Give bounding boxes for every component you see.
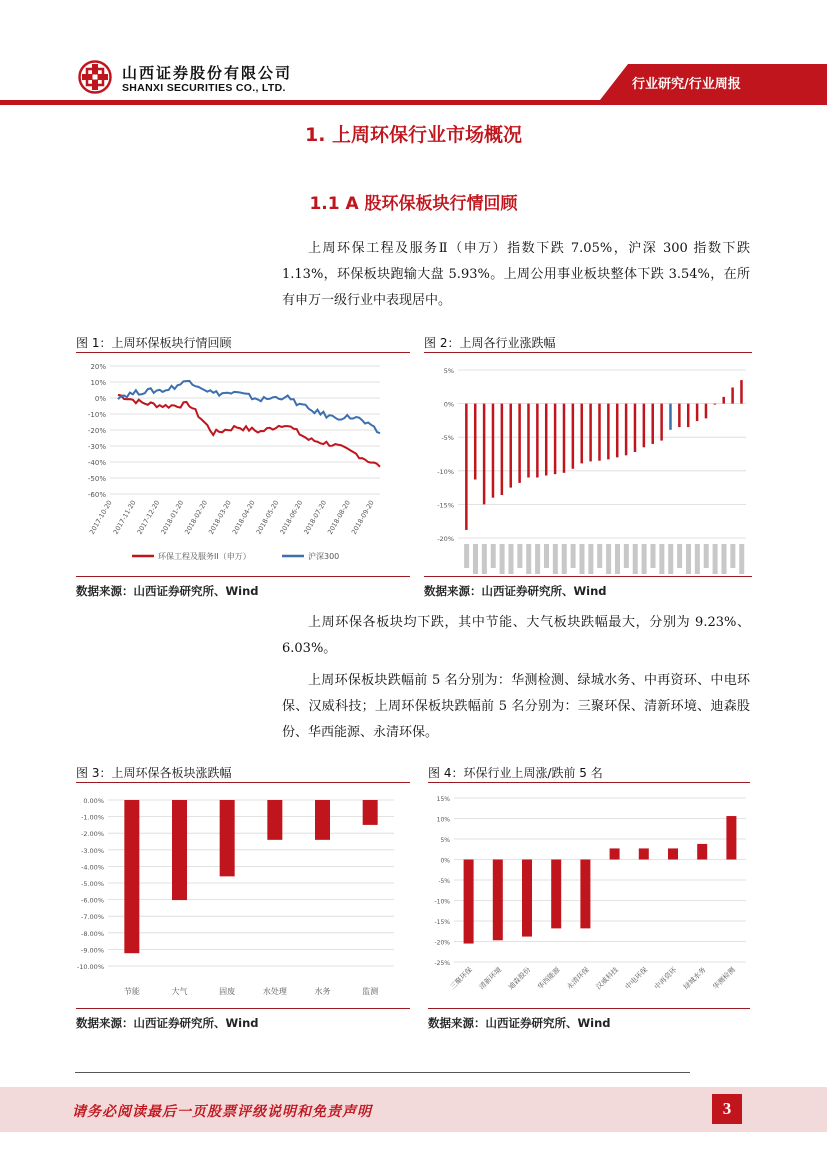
- fig4-bar: [697, 844, 707, 860]
- fig2-x-label-blur: [659, 544, 664, 574]
- fig4-y-tick-label: 5%: [440, 837, 450, 844]
- fig1-y-tick-label: -50%: [87, 475, 106, 483]
- fig2-x-label-blur: [562, 544, 567, 574]
- fig3-y-tick-label: -9.00%: [81, 946, 104, 955]
- fig2-bar: [660, 404, 663, 441]
- fig2-bar: [563, 404, 566, 473]
- fig1-x-tick-label: 2017-10-20: [87, 499, 114, 536]
- fig2-bar: [536, 404, 539, 478]
- fig2-y-tick-label: -10%: [437, 467, 454, 476]
- fig3-bar-chart: [76, 786, 410, 1006]
- fig3-y-tick-label: -3.00%: [81, 846, 104, 855]
- fig4-y-tick-label: -25%: [434, 960, 450, 967]
- fig1-x-axis: [88, 499, 376, 536]
- fig3-bar: [172, 800, 187, 900]
- fig2-bar: [465, 404, 468, 530]
- fig1-x-tick-label: 2018-05-20: [254, 499, 281, 536]
- fig1-grid: [110, 366, 380, 494]
- fig2-bar: [714, 404, 717, 405]
- fig2-bar: [572, 404, 575, 469]
- fig2-bar: [527, 404, 530, 478]
- fig3-x-tick-label: 固废: [219, 987, 236, 996]
- fig1-y-tick-label: 20%: [90, 363, 106, 371]
- disclaimer-notice: 请务必阅读最后一页股票评级说明和免责声明: [72, 1104, 372, 1120]
- fig2-bar: [634, 404, 637, 452]
- fig4-y-tick-label: 15%: [436, 796, 450, 803]
- fig4-bar-chart: [428, 786, 750, 1006]
- fig4-bar: [493, 860, 503, 941]
- fig1-x-tick-label: 2018-07-20: [302, 499, 329, 536]
- fig1-x-tick-label: 2018-08-20: [326, 499, 352, 536]
- fig4-bar: [639, 848, 649, 859]
- fig3-y-tick-label: -6.00%: [81, 896, 104, 905]
- fig2-x-label-blur: [517, 544, 522, 568]
- fig3-x-axis: [124, 986, 378, 996]
- fig2-x-label-blur: [650, 544, 655, 568]
- fig4-bar: [580, 860, 590, 929]
- fig2-bar: [696, 404, 699, 421]
- fig1-x-tick-label: 2018-06-20: [278, 499, 305, 536]
- fig2-x-label-blur: [686, 544, 691, 574]
- fig2-bar: [740, 380, 743, 404]
- fig2-bar: [580, 404, 583, 464]
- fig4-y-tick-label: -15%: [434, 919, 450, 926]
- fig3-y-tick-label: -4.00%: [81, 863, 104, 872]
- fig1-y-tick-label: 10%: [90, 379, 106, 387]
- fig4-bar: [726, 816, 736, 859]
- fig3-x-tick-label: 监测: [362, 987, 379, 996]
- fig1-x-tick-label: 2017-12-20: [135, 499, 162, 536]
- fig2-bar: [509, 404, 512, 488]
- fig3-x-tick-label: 大气: [171, 987, 188, 996]
- fig3-bar: [220, 800, 235, 876]
- fig4-bottom-rule: [428, 1008, 750, 1009]
- fig2-source: 数据来源：山西证券研究所、Wind: [424, 584, 607, 598]
- fig2-bar: [607, 404, 610, 460]
- fig2-x-label-blur: [464, 544, 469, 568]
- fig2-bar: [545, 404, 548, 476]
- fig2-bar: [687, 404, 690, 428]
- paragraph-top-movers: 上周环保板块跌幅前 5 名分别为：华测检测、绿城水务、中再资环、中电环保、汉威科技；上周环保板块跌幅前 5 名分别为：三聚环保、清新环境、迪森股份、华西能源、永清环保。: [282, 673, 750, 740]
- fig2-x-label-blur: [633, 544, 638, 574]
- fig4-source: 数据来源：山西证券研究所、Wind: [428, 1016, 611, 1030]
- fig4-title-rule: [428, 782, 750, 783]
- fig2-x-label-blur: [739, 544, 744, 574]
- fig4-x-tick-label: 华西能源: [536, 965, 562, 992]
- fig1-title-rule: [76, 352, 410, 353]
- fig1-x-tick-label: 2018-09-20: [349, 499, 376, 536]
- fig4-bar: [522, 860, 532, 937]
- fig3-y-tick-label: -1.00%: [81, 813, 104, 822]
- paragraph-market-review: 上周环保工程及服务Ⅱ（申万）指数下跌 7.05%，沪深 300 指数下跌 1.13%，环保板块跑输大盘 5.93%。上周公用事业板块整体下跌 3.54%，在所有申万一级行业中表现居中。: [282, 241, 750, 308]
- fig4-x-tick-label: 绿城水务: [682, 965, 708, 992]
- fig4-x-tick-label: 华测检测: [711, 965, 737, 992]
- fig2-x-label-blur: [579, 544, 584, 574]
- fig1-series-line: [118, 395, 380, 467]
- fig3-bar: [315, 800, 330, 840]
- fig2-x-label-blur: [695, 544, 700, 574]
- fig2-bar: [669, 404, 672, 430]
- fig4-bar: [610, 848, 620, 859]
- fig2-y-tick-label: -20%: [437, 535, 454, 543]
- fig2-bar: [483, 404, 486, 505]
- fig3-title: 图 3：上周环保各板块涨跌幅: [76, 766, 232, 780]
- fig1-title: 图 1：上周环保板块行情回顾: [76, 336, 232, 350]
- fig3-bars: [124, 800, 377, 953]
- fig1-x-tick-label: 2018-03-20: [207, 499, 233, 536]
- fig2-bar: [474, 404, 477, 480]
- fig4-x-tick-label: 中再资环: [652, 965, 679, 992]
- fig2-bar: [554, 404, 557, 475]
- fig2-x-label-blur: [713, 544, 718, 574]
- fig1-x-tick-label: 2018-04-20: [230, 499, 257, 536]
- fig3-title-rule: [76, 782, 410, 783]
- fig1-y-tick-label: -40%: [87, 459, 106, 467]
- fig2-x-label-blur: [624, 544, 629, 568]
- fig4-x-tick-label: 汉威科技: [594, 965, 621, 992]
- fig3-y-tick-label: -5.00%: [81, 880, 104, 888]
- fig3-grid: [108, 800, 394, 966]
- fig2-x-label-blur: [482, 544, 487, 574]
- fig1-legend-label: 环保工程及服务II（申万）: [158, 552, 251, 561]
- footer-rule: [75, 1072, 690, 1073]
- fig3-y-tick-label: 0.00%: [83, 797, 104, 805]
- fig3-x-tick-label: 水务: [314, 987, 331, 996]
- fig4-y-tick-label: -20%: [434, 939, 450, 947]
- fig4-x-tick-label: 永清环保: [565, 965, 591, 992]
- fig2-y-tick-label: 0%: [443, 400, 454, 409]
- fig2-bar-chart: [424, 356, 752, 574]
- fig1-source: 数据来源：山西证券研究所、Wind: [76, 584, 259, 598]
- fig4-bar: [668, 848, 678, 859]
- fig1-line-chart: [76, 356, 410, 574]
- fig2-bar: [589, 404, 592, 462]
- fig2-y-tick-label: -15%: [437, 501, 454, 510]
- fig1-y-tick-label: -10%: [87, 411, 106, 419]
- fig2-title: 图 2：上周各行业涨跌幅: [424, 336, 556, 350]
- section-1-title: 1. 上周环保行业市场概况: [304, 124, 523, 146]
- fig2-x-label-blur: [642, 544, 647, 574]
- fig3-bar: [267, 800, 282, 840]
- fig2-bar: [598, 404, 601, 461]
- fig2-bottom-rule: [424, 576, 752, 577]
- fig2-x-label-blur: [500, 544, 505, 574]
- fig2-bar: [643, 404, 646, 448]
- fig1-y-tick-label: -20%: [87, 427, 106, 435]
- fig2-x-label-blur: [588, 544, 593, 574]
- fig1-y-tick-label: -60%: [87, 491, 106, 499]
- fig3-source: 数据来源：山西证券研究所、Wind: [76, 1016, 259, 1030]
- fig1-y-axis: [88, 363, 106, 499]
- fig2-x-label-blur: [526, 544, 531, 574]
- fig3-bar: [124, 800, 139, 953]
- page-number: 3: [712, 1094, 742, 1124]
- fig2-x-label-blur: [491, 544, 496, 568]
- fig4-y-tick-label: 10%: [436, 816, 450, 824]
- fig3-y-tick-label: -2.00%: [81, 830, 104, 839]
- fig2-x-label-blur: [615, 544, 620, 574]
- fig2-x-label-blur: [544, 544, 549, 568]
- fig1-x-tick-label: 2018-02-20: [183, 499, 210, 536]
- fig2-y-axis: [437, 367, 454, 543]
- report-type-tag: 行业研究/行业周报: [632, 77, 741, 92]
- fig3-x-tick-label: 节能: [123, 987, 140, 996]
- fig1-series: [118, 381, 380, 467]
- fig2-x-label-blur: [704, 544, 709, 568]
- fig2-bar: [705, 404, 708, 419]
- fig1-y-tick-label: 0%: [94, 395, 106, 403]
- fig4-y-tick-label: -5%: [438, 878, 450, 885]
- fig2-bar: [651, 404, 654, 444]
- fig1-bottom-rule: [76, 576, 410, 577]
- fig1-legend-label: 沪深300: [308, 552, 340, 561]
- fig2-x-label-blur: [730, 544, 735, 568]
- section-1-1-title: 1.1 A 股环保板块行情回顾: [309, 194, 518, 214]
- fig2-bar: [518, 404, 521, 483]
- header-rule: [0, 100, 827, 105]
- fig2-x-labels: [464, 544, 744, 574]
- company-name-cn: 山西证券股份有限公司: [122, 64, 293, 82]
- fig2-bar: [616, 404, 619, 458]
- fig2-x-label-blur: [473, 544, 478, 574]
- fig2-x-label-blur: [677, 544, 682, 568]
- fig2-x-label-blur: [553, 544, 558, 574]
- fig3-y-axis: [77, 797, 104, 971]
- fig1-legend: [132, 551, 339, 561]
- fig2-bar: [722, 397, 725, 404]
- fig2-x-label-blur: [668, 544, 673, 574]
- fig4-bar: [464, 860, 474, 944]
- fig4-y-axis: [434, 796, 450, 967]
- fig1-x-tick-label: 2018-01-20: [159, 499, 186, 536]
- fig4-y-tick-label: 0%: [440, 857, 450, 865]
- fig1-y-tick-label: -30%: [87, 443, 106, 451]
- company-logo: [78, 60, 112, 94]
- fig2-x-label-blur: [508, 544, 513, 574]
- company-name-en: SHANXI SECURITIES CO., LTD.: [122, 82, 286, 94]
- fig2-bar: [678, 404, 681, 428]
- fig3-bottom-rule: [76, 1008, 410, 1009]
- fig2-title-rule: [424, 352, 752, 353]
- fig2-x-label-blur: [721, 544, 726, 574]
- fig4-x-tick-label: 迪森股份: [506, 965, 533, 992]
- fig4-title: 图 4：环保行业上周涨/跌前 5 名: [428, 766, 603, 780]
- fig2-bar: [731, 387, 734, 403]
- paragraph-sub-sectors: 上周环保各板块均下跌，其中节能、大气板块跌幅最大，分别为 9.23%、6.03%。: [282, 615, 750, 656]
- fig4-x-tick-label: 清新环境: [477, 965, 504, 992]
- fig2-y-tick-label: 5%: [443, 367, 454, 375]
- fig2-x-label-blur: [597, 544, 602, 568]
- fig2-x-label-blur: [571, 544, 576, 568]
- fig2-bar: [625, 404, 628, 456]
- fig2-y-tick-label: -5%: [441, 434, 454, 443]
- fig2-x-label-blur: [535, 544, 540, 574]
- fig2-bar: [492, 404, 495, 498]
- fig4-bar: [551, 860, 561, 929]
- fig3-y-tick-label: -10.00%: [76, 963, 104, 971]
- fig2-bars: [465, 380, 743, 530]
- fig2-bar: [501, 404, 504, 495]
- fig4-x-tick-label: 中电环保: [623, 965, 650, 992]
- fig4-x-axis: [448, 964, 737, 991]
- fig1-x-tick-label: 2017-11-20: [111, 499, 138, 536]
- fig4-x-tick-label: 三聚环保: [448, 965, 475, 992]
- fig4-y-tick-label: -10%: [434, 898, 450, 906]
- fig3-y-tick-label: -8.00%: [81, 929, 104, 938]
- fig3-y-tick-label: -7.00%: [81, 913, 104, 922]
- fig2-x-label-blur: [606, 544, 611, 574]
- fig3-x-tick-label: 水处理: [262, 987, 287, 996]
- fig3-bar: [363, 800, 378, 825]
